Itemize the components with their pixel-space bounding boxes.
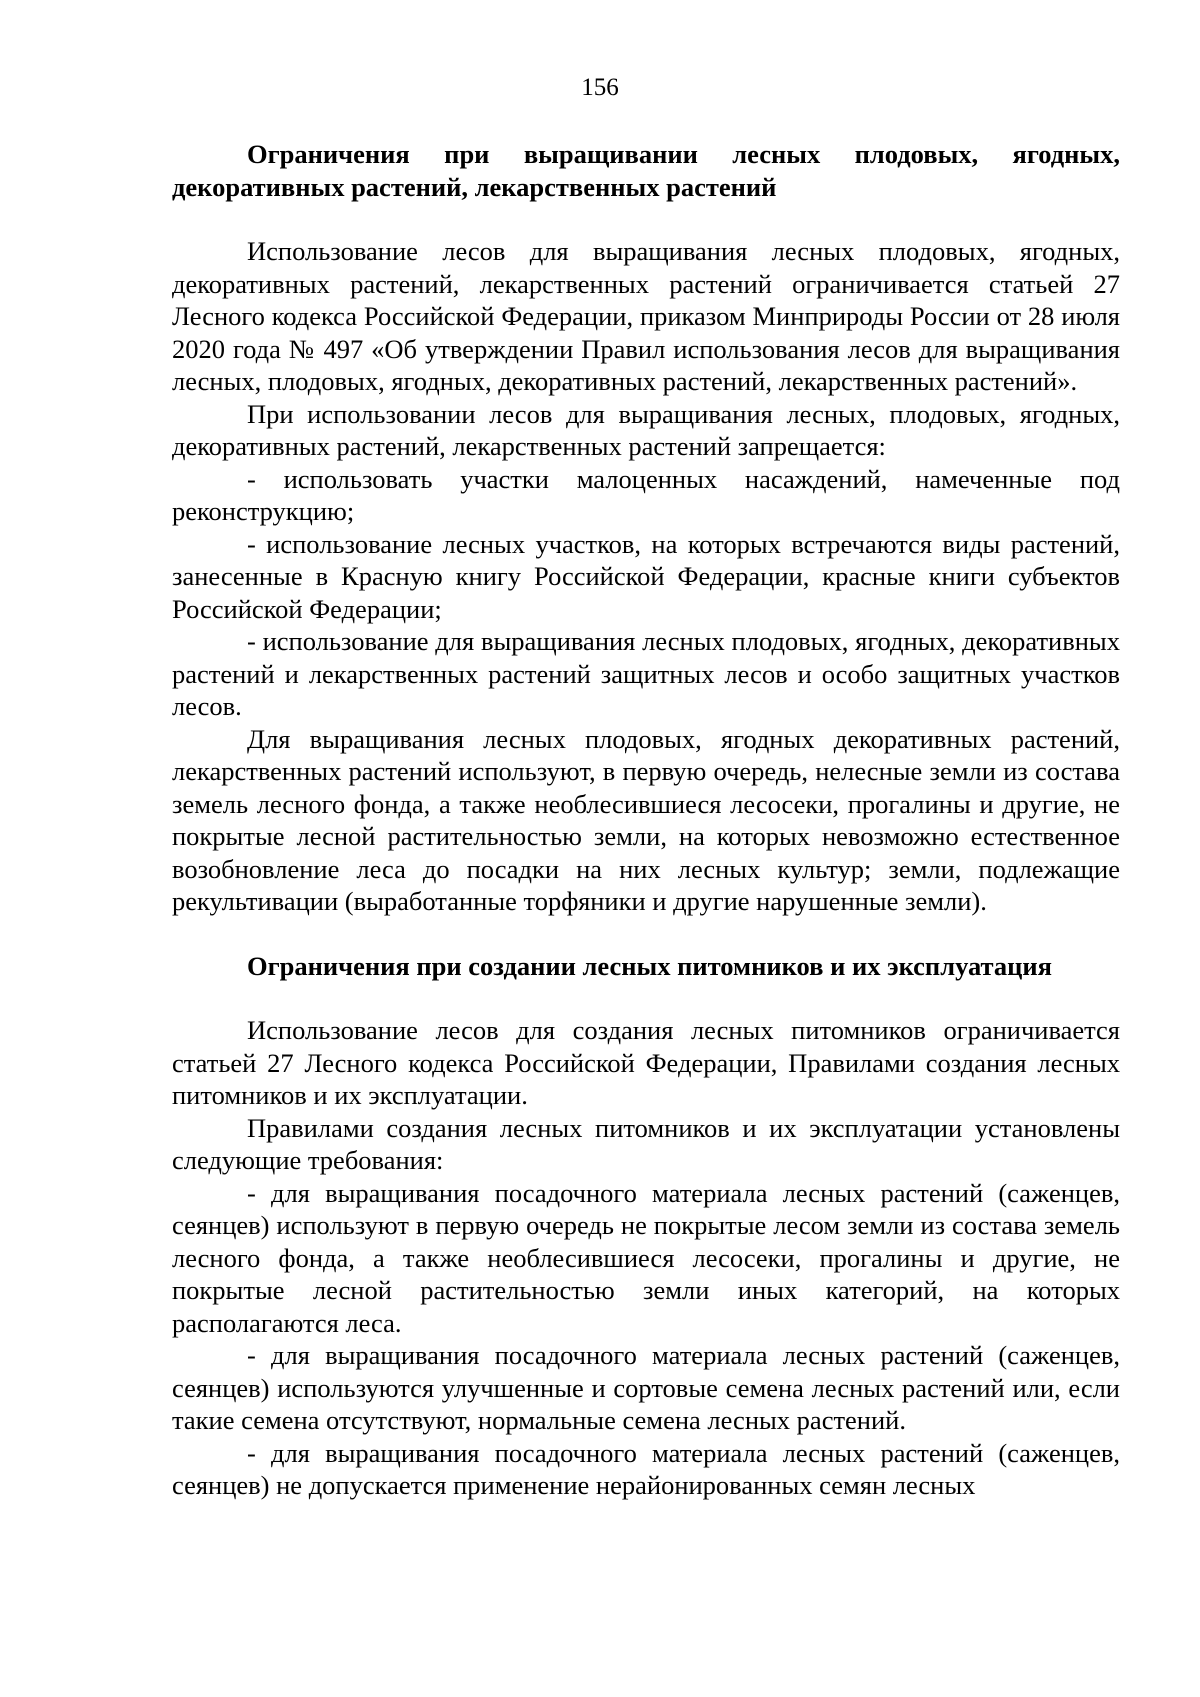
spacer <box>172 918 1120 950</box>
list-item: - для выращивания посадочного материала лесных растений (саженцев, сеянцев) используют в первую очередь не покрытые лесом земли из состава земель лесного фонда, а также необлесившиеся лесосеки, прогалины и другие, не покрытые лесной растительностью земли иных категорий, на которых располагаются леса. <box>172 1177 1120 1338</box>
paragraph: Для выращивания лесных плодовых, ягодных декоративных растений, лекарственных растений используют, в первую очередь, нелесные земли из состава земель лесного фонда, а также необлесившиеся лесосеки, прогалины и другие, не покрытые лесной растительностью земли, на которых невозможно естественное возобновление леса до посадки на них лесных культур; земли, подлежащие рекультивации (выработанные торфяники и другие нарушенные земли). <box>172 723 1120 916</box>
list-item: - для выращивания посадочного материала лесных растений (саженцев, сеянцев) используются улучшенные и сортовые семена лесных растений или, если такие семена отсутствуют, нормальные семена лесных растений. <box>172 1340 1120 1435</box>
spacer <box>172 203 1120 235</box>
list-item: - использовать участки малоценных насаждений, намеченные под реконструкцию; <box>172 463 1120 526</box>
paragraph: Правилами создания лесных питомников и их эксплуатации установлены следующие требования: <box>172 1112 1120 1175</box>
page-number: 156 <box>581 74 619 101</box>
paragraph: При использовании лесов для выращивания лесных, плодовых, ягодных, декоративных растений, лекарственных растений запрещается: <box>172 398 1120 461</box>
page-content <box>172 138 1120 1502</box>
paragraph: Использование лесов для создания лесных питомников ограничивается статьей 27 Лесного кодекса Российской Федерации, Правилами создания лесных питомников и их эксплуатации. <box>172 1015 1120 1110</box>
paragraph: Использование лесов для выращивания лесных плодовых, ягодных, декоративных растений, лекарственных растений ограничивается статьей 27 Лесного кодекса Российской Федерации, приказом Минприроды России от 28 июля 2020 года № 497 «Об утверждении Правил использования лесов для выращивания лесных, плодовых, ягодных, декоративных растений, лекарственных растений». <box>172 236 1120 396</box>
list-item: - использование для выращивания лесных плодовых, ягодных, декоративных растений и лекарственных растений защитных лесов и особо защитных участков лесов. <box>172 626 1120 721</box>
list-item: - использование лесных участков, на которых встречаются виды растений, занесенные в Красную книгу Российской Федерации, красные книги субъектов Российской Федерации; <box>172 528 1120 624</box>
list-item: - для выращивания посадочного материала лесных растений (саженцев, сеянцев) не допускается применение нерайонированных семян лесных <box>172 1437 1120 1500</box>
spacer <box>172 982 1120 1014</box>
section-heading-fruit-berry-plants: Ограничения при выращивании лесных плодовых, ягодных, декоративных растений, лекарственных растений <box>172 139 1120 202</box>
section-heading-forest-nurseries: Ограничения при создании лесных питомников и их эксплуатация <box>247 950 1053 981</box>
